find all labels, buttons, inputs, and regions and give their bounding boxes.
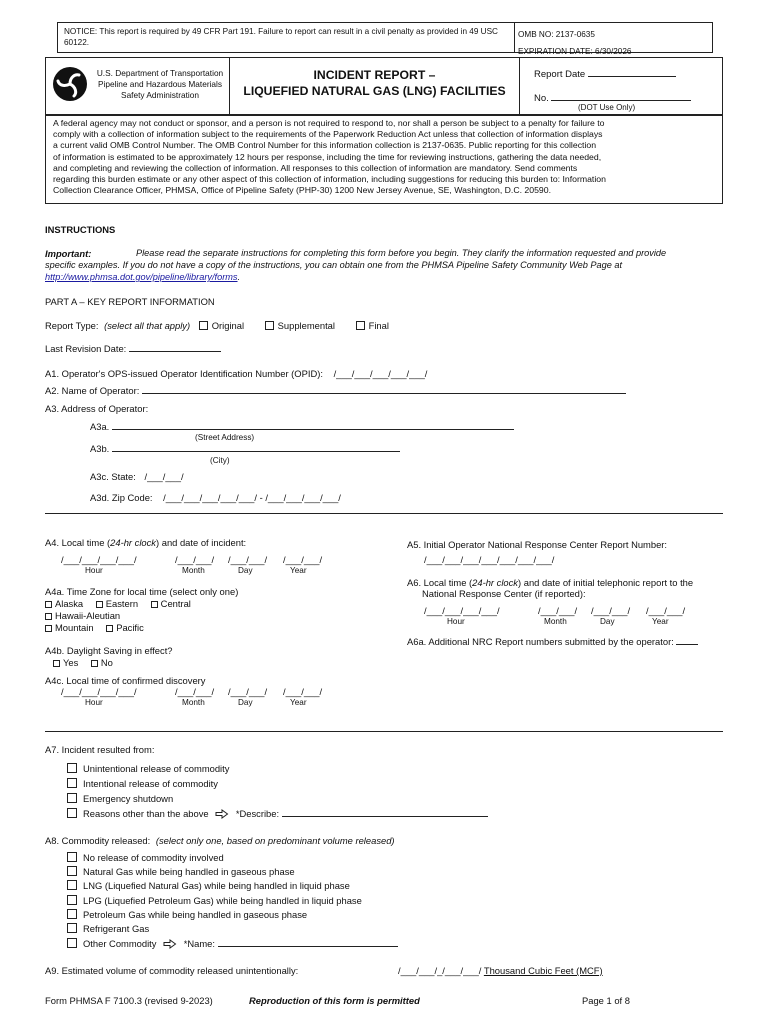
divider <box>229 57 230 115</box>
additional-nrc-input[interactable] <box>676 636 698 645</box>
a4b-label: A4b. Daylight Saving in effect? <box>45 645 173 656</box>
discovery-day-input[interactable]: /___/___/ <box>228 686 268 697</box>
tz-pacific[interactable] <box>106 622 144 633</box>
option-label: Refrigerant Gas <box>83 923 150 934</box>
report-type-final[interactable] <box>356 320 389 331</box>
reproduction-notice: Reproduction of this form is permitted <box>249 995 420 1006</box>
report-date-label: Report Date <box>534 69 586 80</box>
day-caption: Day <box>600 617 615 626</box>
a3d-row <box>90 492 341 503</box>
option-label: Mountain <box>55 622 94 633</box>
a7-option-unintentional[interactable] <box>67 763 229 774</box>
a6a-row <box>407 636 698 647</box>
discovery-hour-input[interactable]: /___/___/___/___/ <box>61 686 137 697</box>
a2-label: A2. Name of Operator: <box>45 385 140 396</box>
burden-line: and completing and reviewing the collection of information. All responses to this collection of information are mandatory. Send comments <box>53 162 578 173</box>
a3c-label: A3c. State: <box>90 471 136 482</box>
describe-label: *Describe: <box>235 808 280 819</box>
incident-year-input[interactable]: /___/___/ <box>283 554 323 565</box>
option-label: LPG (Liquefied Petroleum Gas) while being handled in liquid phase <box>83 895 362 906</box>
a4-label <box>45 537 246 548</box>
a4-text: ) and date of incident: <box>156 537 247 548</box>
part-a-heading: PART A – KEY REPORT INFORMATION <box>45 296 215 307</box>
a9-label: A9. Estimated volume of commodity released unintentionally: <box>45 965 299 976</box>
volume-unit: Thousand Cubic Feet (MCF) <box>483 965 603 976</box>
a3a-row <box>90 421 514 432</box>
checkbox[interactable] <box>45 613 52 620</box>
option-label: Petroleum Gas while being handled in gaseous phase <box>83 909 308 920</box>
dot-triskelion-icon <box>53 67 87 101</box>
burden-line: a current valid OMB Control Number. The OMB Control Number for this information collection is 2137-0635. Public reporting for this collection <box>53 140 597 151</box>
report-number-input[interactable] <box>551 92 691 101</box>
option-label: Intentional release of commodity <box>83 778 218 789</box>
a6-text: ) and date of initial telephonic report to the <box>518 577 694 588</box>
a4-text-italic: 24-hr clock <box>110 537 156 548</box>
year-caption: Year <box>290 698 307 707</box>
opid-input[interactable]: /___/___/___/___/___/ <box>333 368 428 379</box>
a6-text-italic: 24-hr clock <box>472 577 518 588</box>
describe-input[interactable] <box>282 808 488 817</box>
month-caption: Month <box>182 566 205 575</box>
report-type-row <box>45 320 389 331</box>
checkbox[interactable] <box>67 923 77 933</box>
checkbox[interactable] <box>91 660 98 667</box>
a3a-label: A3a. <box>90 421 110 432</box>
a7-label: A7. Incident resulted from: <box>45 744 155 755</box>
a6-label-line2: National Response Center (if reported): <box>422 588 586 599</box>
last-revision-label: Last Revision Date: <box>45 343 127 354</box>
report-date-input[interactable] <box>588 68 676 77</box>
report-type-hint: (select all that apply) <box>104 320 191 331</box>
hour-caption: Hour <box>447 617 465 626</box>
option-label: LNG (Liquefied Natural Gas) while being handled in liquid phase <box>83 880 350 891</box>
tz-central[interactable] <box>151 598 191 609</box>
option-label: Pacific <box>116 622 144 633</box>
arrow-right-icon <box>163 939 177 951</box>
zip-input[interactable]: /___/___/___/___/___/ - /___/___/___/___/ <box>163 492 341 503</box>
burden-line: comply with a collection of information subject to the requirements of the Paperwork Reduction Act unless that collection of information displays <box>53 129 603 140</box>
a3b-row <box>90 443 400 454</box>
a9-volume-row <box>398 965 603 976</box>
section-divider <box>45 731 723 732</box>
checkbox[interactable] <box>265 321 274 330</box>
checkbox[interactable] <box>67 778 77 788</box>
year-caption: Year <box>652 617 669 626</box>
month-caption: Month <box>544 617 567 626</box>
form-title <box>232 67 517 99</box>
tz-hawaii-aleutian[interactable] <box>45 610 120 621</box>
nrc-report-number-input[interactable]: /___/___/___/___/___/___/___/ <box>424 554 555 565</box>
option-label: Emergency shutdown <box>83 793 174 804</box>
phmsa-forms-link[interactable]: http://www.phmsa.dot.gov/pipeline/library/forms <box>45 272 238 282</box>
checkbox[interactable] <box>67 852 77 862</box>
title-line: LIQUEFIED NATURAL GAS (LNG) FACILITIES <box>243 84 506 98</box>
checkbox[interactable] <box>53 660 60 667</box>
section-divider <box>45 513 723 514</box>
city-input[interactable] <box>112 443 400 452</box>
day-caption: Day <box>238 566 253 575</box>
checkbox[interactable] <box>67 763 77 773</box>
instructions-heading: INSTRUCTIONS <box>45 224 116 235</box>
tz-eastern[interactable] <box>96 598 138 609</box>
street-caption: (Street Address) <box>195 433 255 442</box>
hour-caption: Hour <box>85 566 103 575</box>
a3d-label: A3d. Zip Code: <box>90 492 153 503</box>
a8-option-petroleum-gas[interactable] <box>67 909 307 920</box>
commodity-name-input[interactable] <box>218 938 398 947</box>
a7-option-intentional[interactable] <box>67 778 218 789</box>
a4-text: A4. Local time ( <box>45 537 111 548</box>
report-date-field[interactable] <box>534 68 676 80</box>
option-label: Reasons other than the above <box>83 808 209 819</box>
name-label: *Name: <box>183 938 215 949</box>
option-label: Final <box>368 320 389 331</box>
tz-mountain[interactable] <box>45 622 94 633</box>
a8-hint: (select only one, based on predominant volume released) <box>155 835 395 846</box>
city-caption: (City) <box>210 456 230 465</box>
a6-label <box>407 577 693 588</box>
dst-yes[interactable] <box>53 657 78 668</box>
burden-line: regarding this burden estimate or any other aspect of this collection of information, including suggestions for reducing this burden to: Information <box>53 174 606 185</box>
checkbox[interactable] <box>67 793 77 803</box>
a7-option-emergency-shutdown[interactable] <box>67 793 173 804</box>
report-number-label: No. <box>534 93 549 104</box>
agency-name <box>92 68 228 101</box>
divider <box>519 57 520 115</box>
a8-option-natural-gas[interactable] <box>67 866 295 877</box>
option-label: Supplemental <box>277 320 335 331</box>
checkbox[interactable] <box>151 601 158 608</box>
notice-text: NOTICE: This report is required by 49 CFR Part 191. Failure to report can result in a civil penalty as provided in 49 USC 60122. <box>64 27 498 47</box>
timezone-row-2 <box>45 610 120 621</box>
agency-line: Safety Administration <box>121 90 199 100</box>
a8-label-row <box>45 835 395 846</box>
a8-option-lng[interactable] <box>67 880 350 891</box>
discovery-month-input[interactable]: /___/___/ <box>175 686 215 697</box>
checkbox[interactable] <box>106 625 113 632</box>
omb-number: OMB NO: 2137-0635 <box>518 30 595 39</box>
a8-option-refrigerant[interactable] <box>67 923 149 934</box>
a4c-label: A4c. Local time of confirmed discovery <box>45 675 206 686</box>
form-number: Form PHMSA F 7100.3 (revised 9-2023) <box>45 995 213 1006</box>
option-label: No <box>100 657 113 668</box>
instructions-text-2: specific examples. If you do not have a copy of the instructions, you can obtain one from the PHMSA Pipeline Safety Community Web Page at <box>45 260 623 270</box>
option-label: Central <box>160 598 191 609</box>
a3c-row <box>90 471 184 482</box>
operator-name-input[interactable] <box>142 385 626 394</box>
omb-info <box>518 26 631 60</box>
arrow-right-icon <box>215 809 229 821</box>
a4a-label: A4a. Time Zone for local time (select only one) <box>45 586 239 597</box>
option-label: Unintentional release of commodity <box>83 763 230 774</box>
a8-label: A8. Commodity released: <box>45 835 151 846</box>
burden-statement <box>53 118 717 196</box>
a8-option-lpg[interactable] <box>67 895 362 906</box>
nrc-hour-input[interactable]: /___/___/___/___/ <box>424 605 500 616</box>
expiration-date: EXPIRATION DATE: 6/30/2026 <box>518 47 632 56</box>
a6-text: A6. Local time ( <box>407 577 473 588</box>
dst-no[interactable] <box>91 657 113 668</box>
hour-caption: Hour <box>85 698 103 707</box>
a6a-label: A6a. Additional NRC Report numbers submitted by the operator: <box>407 636 674 647</box>
a8-option-no-release[interactable] <box>67 852 224 863</box>
dot-use-caption: (DOT Use Only) <box>578 103 636 112</box>
nrc-day-input[interactable]: /___/___/ <box>591 605 631 616</box>
report-type-label: Report Type: <box>45 320 99 331</box>
checkbox[interactable] <box>45 625 52 632</box>
day-caption: Day <box>238 698 253 707</box>
option-label: Eastern <box>105 598 139 609</box>
checkbox[interactable] <box>67 909 77 919</box>
volume-input[interactable]: /___/___/_/___/___/ <box>398 965 482 976</box>
daylight-saving-row <box>53 657 113 668</box>
incident-hour-input[interactable]: /___/___/___/___/ <box>61 554 137 565</box>
option-label: Other Commodity <box>83 938 157 949</box>
tz-alaska[interactable] <box>45 598 83 609</box>
month-caption: Month <box>182 698 205 707</box>
option-label: No release of commodity involved <box>83 852 224 863</box>
year-caption: Year <box>290 566 307 575</box>
a7-option-other[interactable] <box>67 808 488 821</box>
checkbox[interactable] <box>199 321 208 330</box>
agency-line: Pipeline and Hazardous Materials <box>97 79 223 89</box>
burden-line: A federal agency may not conduct or sponsor, and a person is not required to respond to, nor shall a person be subject to a penalty for failure to <box>53 118 605 128</box>
last-revision-input[interactable] <box>129 343 221 352</box>
a5-label: A5. Initial Operator National Response Center Report Number: <box>407 539 668 550</box>
option-label: Yes <box>63 657 79 668</box>
option-label: Hawaii-Aleutian <box>55 610 121 621</box>
timezone-row-1 <box>45 598 191 609</box>
checkbox[interactable] <box>96 601 103 608</box>
checkbox[interactable] <box>67 895 77 905</box>
nrc-month-input[interactable]: /___/___/ <box>538 605 578 616</box>
link-suffix: . <box>237 272 241 282</box>
a3b-label: A3b. <box>90 443 110 454</box>
title-line: INCIDENT REPORT – <box>313 68 436 82</box>
a8-option-other[interactable] <box>67 938 398 951</box>
discovery-year-input[interactable]: /___/___/ <box>283 686 323 697</box>
instructions-text-1: Please read the separate instructions for completing this form before you begin. They clarify the information requested and provide <box>136 248 667 258</box>
incident-day-input[interactable]: /___/___/ <box>228 554 268 565</box>
agency-line: U.S. Department of Transportation <box>96 68 224 78</box>
report-type-supplemental[interactable] <box>265 320 335 331</box>
burden-line: of information is estimated to be approximately 12 hours per response, including the time for reviewing instructions, gathering the data needed, <box>53 151 602 162</box>
important-label: Important: <box>45 248 92 259</box>
state-input[interactable]: /___/___/ <box>144 471 184 482</box>
a3-label: A3. Address of Operator: <box>45 403 149 414</box>
checkbox[interactable] <box>67 808 77 818</box>
timezone-row-3 <box>45 622 144 633</box>
option-label: Natural Gas while being handled in gaseous phase <box>83 866 295 877</box>
incident-month-input[interactable]: /___/___/ <box>175 554 215 565</box>
option-label: Alaska <box>55 598 84 609</box>
report-type-original[interactable] <box>199 320 244 331</box>
checkbox[interactable] <box>67 938 77 948</box>
option-label: Original <box>211 320 245 331</box>
a1-row <box>45 368 427 379</box>
page-number: Page 1 of 8 <box>582 995 630 1006</box>
checkbox[interactable] <box>45 601 52 608</box>
checkbox[interactable] <box>67 866 77 876</box>
a1-label: A1. Operator's OPS-issued Operator Identification Number (OPID): <box>45 368 323 379</box>
checkbox[interactable] <box>67 880 77 890</box>
checkbox[interactable] <box>356 321 365 330</box>
street-address-input[interactable] <box>112 421 514 430</box>
burden-line: Collection Clearance Officer, PHMSA, Office of Pipeline Safety (PHP-30) 1200 New Jersey Avenue, SE, Washington, D.C. 20590. <box>53 185 552 196</box>
a2-row <box>45 385 626 396</box>
nrc-year-input[interactable]: /___/___/ <box>646 605 686 616</box>
last-revision-row <box>45 343 221 354</box>
